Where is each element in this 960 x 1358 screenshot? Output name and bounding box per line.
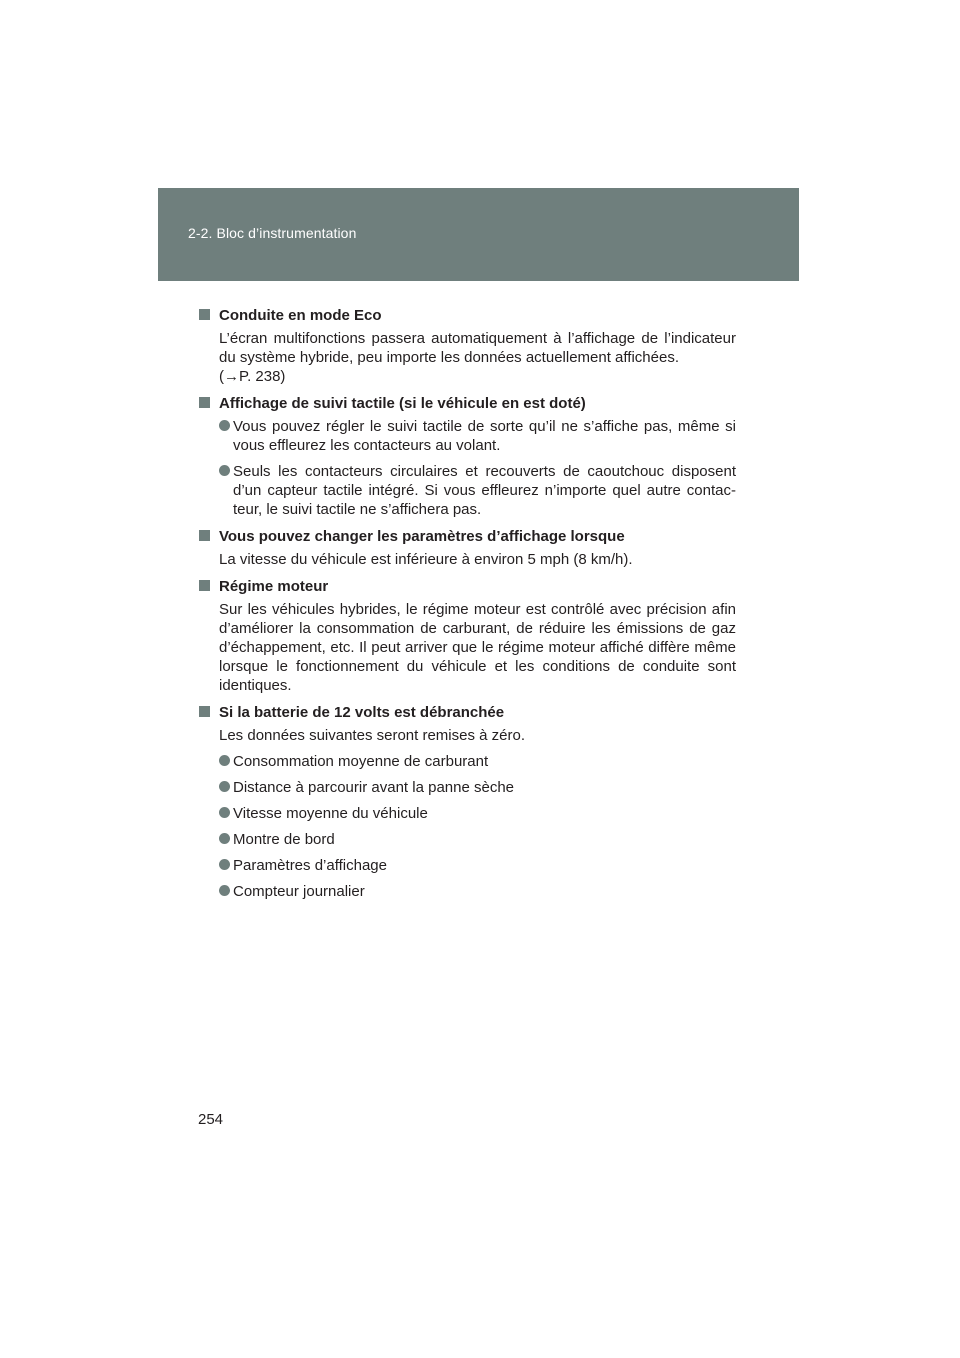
section-heading: Vous pouvez changer les paramètres d’affichage lorsque [198, 527, 736, 546]
round-bullet-icon [219, 420, 230, 431]
section-eco-mode [198, 306, 736, 386]
paragraph: Les données suivantes seront remises à zéro. [219, 727, 525, 744]
round-bullet-icon [219, 833, 230, 844]
round-bullet-icon [219, 859, 230, 870]
list-item: Vitesse moyenne du véhicule [198, 804, 736, 823]
paragraph: Sur les véhicules hybrides, le régime moteur est contrôlé avec précision afin d’améliorer la consommation de carburant, de réduire les émissions de gaz d’échappement, etc. Il peut arriver que le régime moteur affiché diffère même lorsque le fonctionnement du véhicule et les conditions de conduite sont identiques. [219, 601, 736, 694]
round-bullet-icon [219, 885, 230, 896]
section-battery-disconnected [198, 703, 736, 901]
square-bullet-icon [199, 706, 210, 717]
page-number: 254 [198, 1111, 224, 1128]
round-bullet-icon [219, 781, 230, 792]
list-item: Seuls les contacteurs circulaires et recouverts de caoutchouc disposent d’un capteur tactile intégré. Si vous effleurez n’importe quel autre contac-teur, le suivi tactile ne s’affichera pas. [198, 462, 736, 519]
section-heading: Conduite en mode Eco [198, 306, 736, 325]
paragraph: L’écran multifonctions passera automatiquement à l’affichage de l’indicateur du système hybride, peu importe les données actuellement affichées. [219, 330, 736, 366]
section-engine-speed [198, 577, 736, 695]
section-heading: Si la batterie de 12 volts est débranchée [198, 703, 736, 722]
section-display-settings [198, 527, 736, 569]
list-item: Compteur journalier [198, 882, 736, 901]
list-item: Paramètres d’affichage [198, 856, 736, 875]
round-bullet-icon [219, 755, 230, 766]
page-reference: (→P. 238) [219, 368, 286, 385]
list-item: Consommation moyenne de carburant [198, 752, 736, 771]
section-heading: Régime moteur [198, 577, 736, 596]
square-bullet-icon [199, 580, 210, 591]
list-item: Distance à parcourir avant la panne sèche [198, 778, 736, 797]
section-touch-tracer [198, 394, 736, 519]
header-band [158, 188, 799, 281]
square-bullet-icon [199, 397, 210, 408]
round-bullet-icon [219, 465, 230, 476]
round-bullet-icon [219, 807, 230, 818]
list-item: Vous pouvez régler le suivi tactile de sorte qu’il ne s’affiche pas, même si vous effleurez les contacteurs au volant. [198, 417, 736, 455]
page-content [198, 306, 736, 909]
chapter-title: 2-2. Bloc d’instrumentation [188, 225, 357, 241]
paragraph: La vitesse du véhicule est inférieure à environ 5 mph (8 km/h). [219, 551, 633, 568]
section-heading: Affichage de suivi tactile (si le véhicule en est doté) [198, 394, 736, 413]
list-item: Montre de bord [198, 830, 736, 849]
square-bullet-icon [199, 530, 210, 541]
square-bullet-icon [199, 309, 210, 320]
